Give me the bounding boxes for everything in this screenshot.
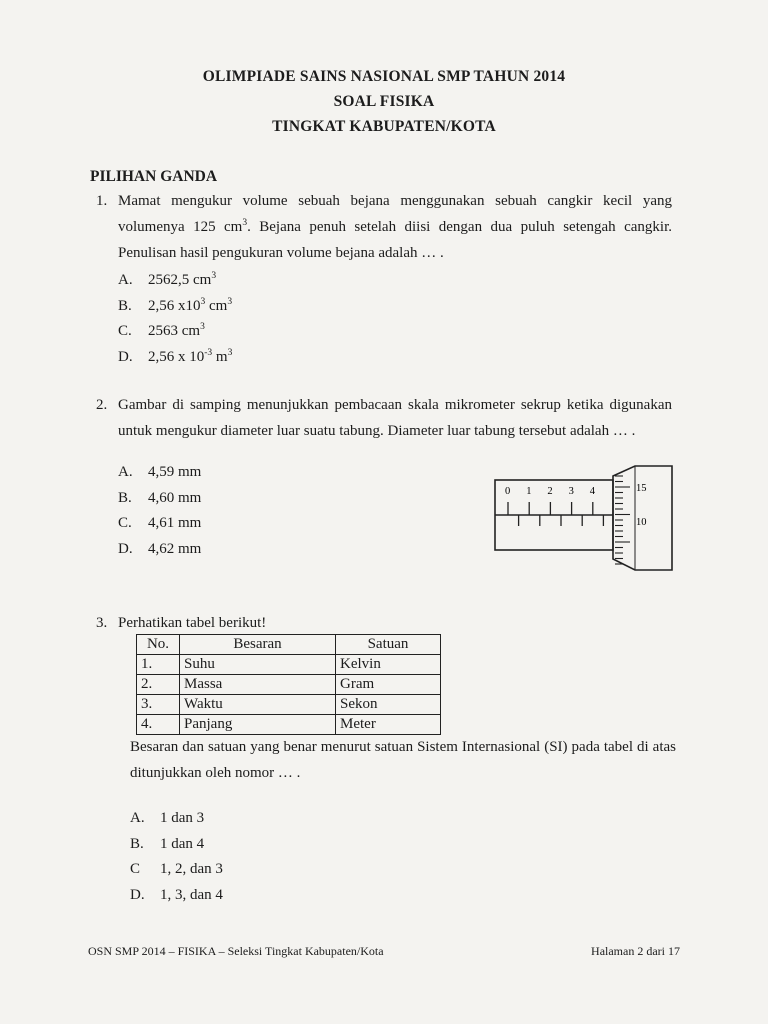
footer-page-number: Halaman 2 dari 17: [591, 944, 680, 958]
cell-satuan: Sekon: [336, 695, 441, 715]
table-header-row: [137, 635, 441, 655]
main-scale-label: 1: [526, 486, 532, 497]
footer-left: OSN SMP 2014 – FISIKA – Seleksi Tingkat Kabupaten/Kota: [88, 944, 384, 958]
cell-no: 2.: [137, 675, 180, 695]
option-d[interactable]: D. 2,56 x $10^{-3}$ $m^3$: [118, 347, 233, 365]
cell-besaran: Panjang: [180, 715, 336, 735]
si-units-table: [136, 634, 441, 735]
option-b[interactable]: B. 4,60 mm: [118, 489, 202, 506]
question-number: 3.: [96, 615, 108, 631]
header-no: No.: [137, 635, 180, 655]
main-scale-ticks: [508, 502, 603, 526]
cell-satuan: Meter: [336, 715, 441, 735]
option-b[interactable]: B. 2,56 $x10^3$ $cm^3$: [118, 296, 233, 314]
header-title: OLIMPIADE SAINS NASIONAL SMP TAHUN 2014: [202, 68, 566, 85]
table-row: [137, 715, 441, 735]
header-subject: SOAL FISIKA: [333, 93, 435, 110]
cell-no: 4.: [137, 715, 180, 735]
header-besaran: Besaran: [180, 635, 336, 655]
question-number: 2.: [96, 397, 108, 413]
cell-no: 1.: [137, 655, 180, 675]
table-row: [137, 675, 441, 695]
option-d[interactable]: D. 4,62 mm: [118, 540, 202, 557]
option-c[interactable]: C. 2563 $cm^3$: [118, 322, 205, 339]
option-d[interactable]: D. 1, 3, dan 4: [130, 886, 223, 903]
table-row: [137, 655, 441, 675]
cell-besaran: Waktu: [180, 695, 336, 715]
cell-satuan: Kelvin: [336, 655, 441, 675]
main-scale-label: 2: [547, 486, 553, 497]
option-c[interactable]: C. 4,61 mm: [118, 515, 202, 531]
cell-besaran: Massa: [180, 675, 336, 695]
option-list: [130, 806, 676, 908]
header-satuan: Satuan: [336, 635, 441, 655]
main-scale-labels: [505, 486, 596, 497]
question-3: [96, 610, 672, 636]
cell-no: 3.: [137, 695, 180, 715]
thimble-label-10: 10: [636, 517, 647, 528]
main-scale-label: 3: [568, 486, 574, 497]
option-b[interactable]: B. 1 dan 4: [130, 835, 205, 852]
main-scale-label: 4: [589, 486, 596, 497]
header-level: TINGKAT KABUPATEN/KOTA: [272, 118, 496, 135]
option-a[interactable]: A. 4,59 mm: [118, 464, 202, 480]
question-3-body: [118, 734, 676, 908]
question-intro: Perhatikan tabel berikut!: [118, 615, 267, 631]
main-scale-label: 0: [505, 486, 511, 497]
question-number: 1.: [96, 193, 108, 209]
option-a[interactable]: A. 2562,5 $cm^3$: [118, 271, 217, 288]
table-row: [137, 695, 441, 715]
question-text: Gambar di samping menunjukkan pembacaan skala mikrometer sekrup ketika digunakan untuk mengukur diameter luar suatu tabung. Diameter luar tabung tersebut adalah … .: [118, 397, 672, 439]
option-c[interactable]: C 1, 2, dan 3: [130, 861, 223, 877]
question-text: Besaran dan satuan yang benar menurut satuan Sistem Internasional (SI) pada tabel di atas ditunjukkan oleh nomor … .: [130, 739, 676, 781]
option-a[interactable]: A. 1 dan 3: [130, 810, 205, 826]
section-title: PILIHAN GANDA: [90, 168, 218, 185]
question-text: Mamat mengukur volume sebuah bejana menggunakan sebuah cangkir kecil yang volumenya 125 $cm^3$. Bejana penuh setelah diisi dengan dua puluh setengah cangkir. Penulisan hasil pengukuran volume bejana adalah … .: [118, 193, 672, 261]
micrometer-figure: [492, 462, 676, 572]
cell-besaran: Suhu: [180, 655, 336, 675]
option-list: [118, 268, 672, 370]
question-1: [96, 188, 672, 370]
cell-satuan: Gram: [336, 675, 441, 695]
document-header: [0, 64, 768, 139]
thimble-label-15: 15: [636, 483, 647, 494]
thimble-scale-ticks: [615, 476, 630, 564]
